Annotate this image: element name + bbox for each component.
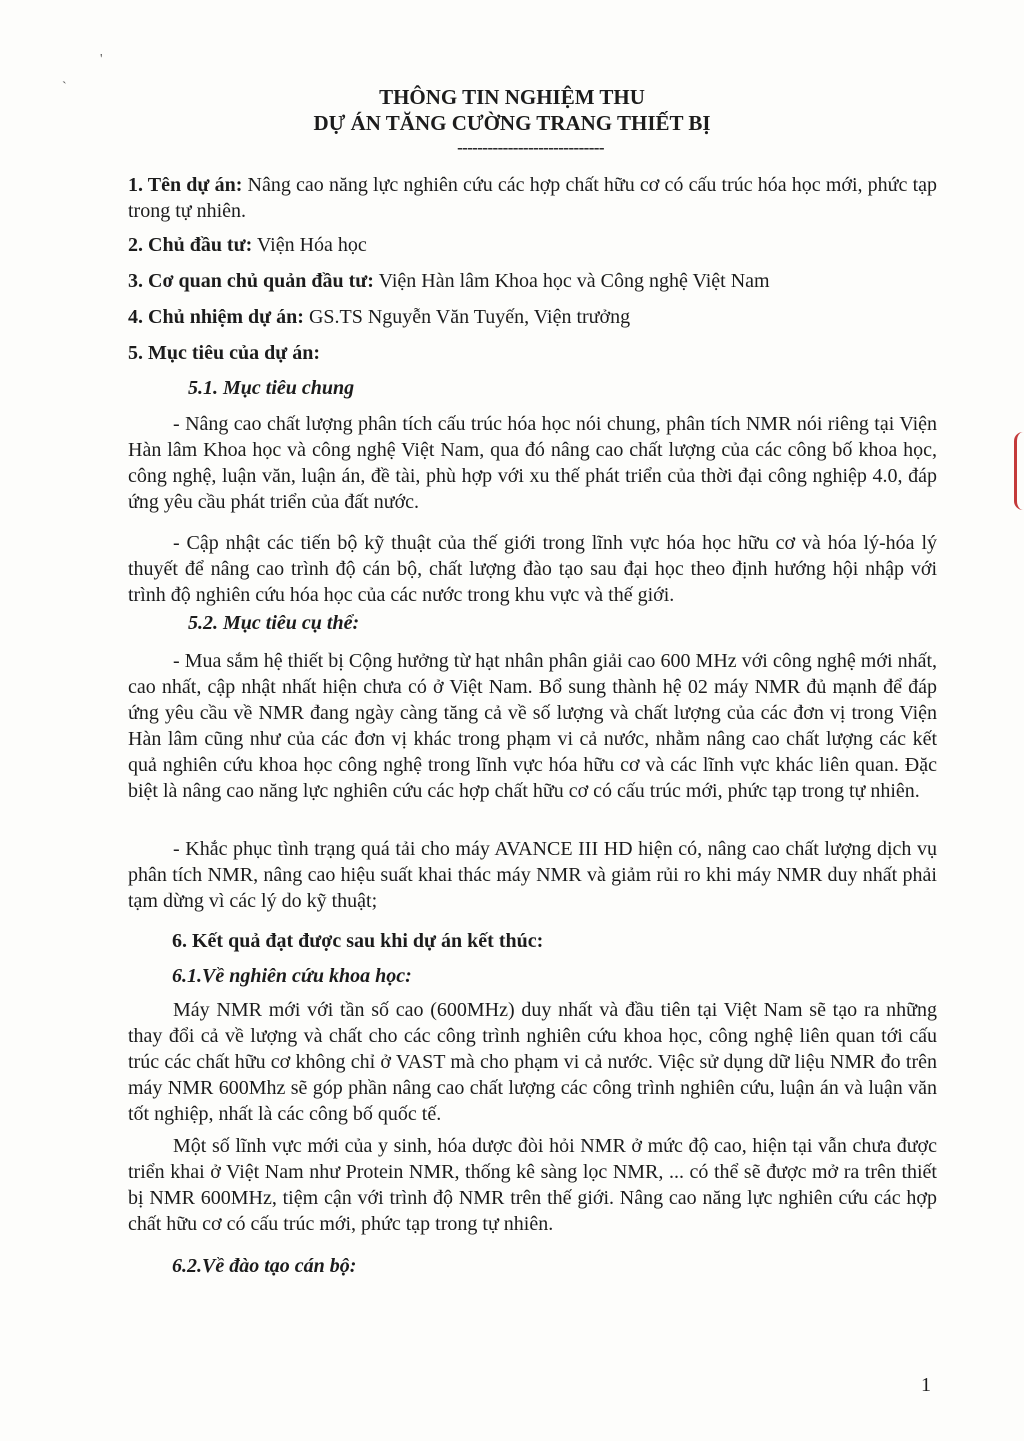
item-value: Viện Hóa học: [252, 234, 367, 256]
section-6-1-paragraph-1: Máy NMR mới với tần số cao (600MHz) duy nhất và đầu tiên tại Việt Nam sẽ tạo ra những thay đổi cả về lượng và chất cho các công trình nghiên cứu khoa học, công nghệ liên quan tới cấu trúc các chất hữu cơ không chỉ ở VAST mà cho phạm vi cả nước. Việc sử dụng dữ liệu NMR đo trên máy NMR 600Mhz sẽ góp phần nâng cao chất lượng các công trình nghiên cứu, luận án và luận văn tốt nghiệp, nhất là các công bố quốc tế.: [128, 999, 937, 1125]
item-managing-agency: [128, 268, 937, 294]
item-project-leader: [128, 304, 937, 330]
document-title-line1: THÔNG TIN NGHIỆM THU: [379, 85, 645, 109]
section-5-1-paragraph-2: - Cập nhật các tiến bộ kỹ thuật của thế giới trong lĩnh vực hóa học hữu cơ và hóa lý-hóa lý thuyết để nâng cao trình độ cán bộ, chất lượng đào tạo sau đại học theo định hướng hội nhập với trình độ nghiên cứu hóa học của các nước trong khu vực và thế giới.: [128, 532, 937, 606]
item-investor: [128, 232, 937, 258]
item-objectives: [128, 340, 937, 366]
title-divider: -----------------------------: [457, 138, 604, 157]
scan-speck: ': [100, 52, 103, 67]
item-label: 1. Tên dự án:: [128, 174, 243, 196]
document-title-line2: DỰ ÁN TĂNG CƯỜNG TRANG THIẾT BỊ: [313, 111, 711, 135]
red-margin-mark: [1014, 432, 1023, 510]
item-label: 3. Cơ quan chủ quản đầu tư:: [128, 270, 374, 292]
item-label: 4. Chủ nhiệm dự án:: [128, 306, 304, 328]
section-5-2-paragraph-1: - Mua sắm hệ thiết bị Cộng hưởng từ hạt nhân phân giải cao 600 MHz với công nghệ mới nhất, cao nhất, cập nhật nhất hiện chưa có ở Việt Nam. Bổ sung thành hệ 02 máy NMR đủ mạnh để đáp ứng yêu cầu về NMR đang ngày càng tăng cả về số lượng và chất lượng của các đơn vị trong Viện Hàn lâm cũng như của các đơn vị khác trong phạm vi cả nước, nhằm nâng cao chất lượng các kết quả nghiên cứu khoa học công nghệ trong lĩnh vực hóa hữu cơ và các lĩnh vực khác liên quan. Đặc biệt là nâng cao năng lực nghiên cứu các hợp chất hữu cơ có cấu trúc mới, phức tạp trong tự nhiên.: [128, 650, 937, 802]
item-value: Viện Hàn lâm Khoa học và Công nghệ Việt Nam: [373, 270, 770, 292]
section-5-1-heading: 5.1. Mục tiêu chung: [188, 377, 355, 399]
item-value: Nâng cao năng lực nghiên cứu các hợp chất hữu cơ có cấu trúc hóa học mới, phức tạp trong tự nhiên.: [128, 174, 937, 222]
item-value: GS.TS Nguyễn Văn Tuyến, Viện trưởng: [303, 306, 631, 328]
section-6-1-paragraph-2: Một số lĩnh vực mới của y sinh, hóa dược đòi hỏi NMR ở mức độ cao, hiện tại vẫn chưa được triển khai ở Việt Nam như Protein NMR, thống kê sàng lọc NMR, ... có thể sẽ được mở ra trên thiết bị NMR 600MHz, tiệm cận với trình độ NMR trên thế giới. Nâng cao năng lực nghiên cứu các hợp chất hữu cơ có cấu trúc mới, phức tạp trong tự nhiên.: [128, 1135, 937, 1235]
section-6-2-heading: 6.2.Về đào tạo cán bộ:: [172, 1255, 357, 1277]
section-6-1-heading: 6.1.Về nghiên cứu khoa học:: [172, 965, 412, 987]
page-number: 1: [921, 1374, 931, 1396]
section-5-1-paragraph-1: - Nâng cao chất lượng phân tích cấu trúc hóa học nói chung, phân tích NMR nói riêng tại Viện Hàn lâm Khoa học và công nghệ Việt Nam, qua đó nâng cao chất lượng của các công bố khoa học, công nghệ, luận văn, luận án, đề tài, phù hợp với xu thế phát triển của thời đại công nghiệp 4.0, đáp ứng yêu cầu phát triển của đất nước.: [128, 413, 937, 513]
section-5-2-paragraph-2: - Khắc phục tình trạng quá tải cho máy AVANCE III HD hiện có, nâng cao chất lượng dịch vụ phân tích NMR, nâng cao hiệu suất khai thác máy NMR và giảm rủi ro khi máy NMR duy nhất phải tạm dừng vì các lý do kỹ thuật;: [128, 838, 937, 912]
section-6-heading: 6. Kết quả đạt được sau khi dự án kết thúc:: [172, 930, 544, 952]
item-label: 5. Mục tiêu của dự án:: [128, 342, 321, 364]
section-5-2-heading: 5.2. Mục tiêu cụ thể:: [188, 612, 360, 634]
item-label: 2. Chủ đầu tư:: [128, 234, 253, 256]
item-project-name: [128, 172, 937, 224]
scan-speck: `: [62, 80, 67, 95]
